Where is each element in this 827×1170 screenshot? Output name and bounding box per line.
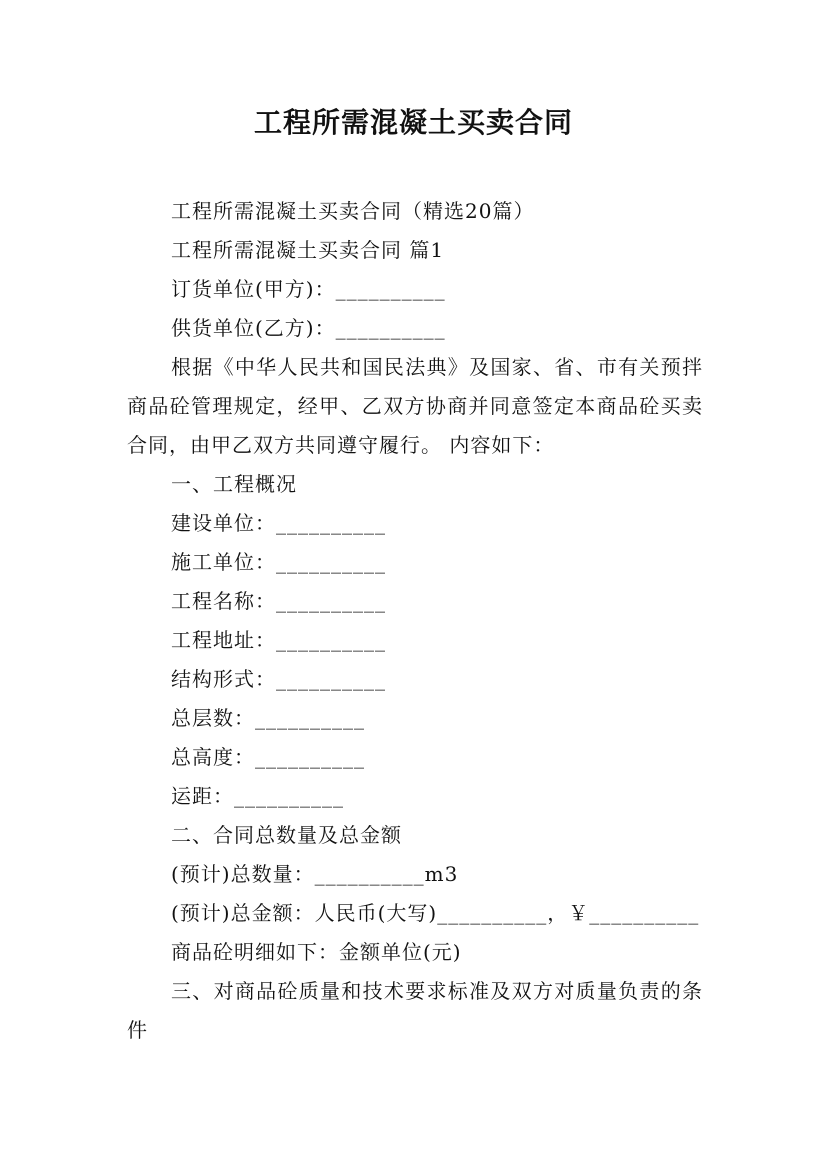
contractor-unit-field: 施工单位：__________ bbox=[171, 550, 386, 574]
project-name-field: 工程名称：__________ bbox=[171, 589, 386, 613]
clause-heading: 一、工程概况 bbox=[171, 472, 297, 496]
total-quantity-field: (预计)总数量：__________m3 bbox=[171, 862, 459, 886]
detail-note: 商品砼明细如下：金额单位(元) bbox=[171, 940, 462, 964]
construction-unit-field: 建设单位：__________ bbox=[171, 511, 386, 535]
total-amount-field: (预计)总金额：人民币(大写)__________，￥__________ bbox=[171, 901, 700, 925]
haul-distance-field: 运距：__________ bbox=[171, 784, 344, 808]
total-height-field: 总高度：__________ bbox=[171, 745, 365, 769]
clause-heading: 三、对商品砼质量和技术要求标准及双方对质量负责的条件 bbox=[127, 979, 703, 1042]
document-title: 工程所需混凝土买卖合同 bbox=[253, 106, 573, 139]
clause-heading: 二、合同总数量及总金额 bbox=[171, 823, 402, 847]
preamble-paragraph: 根据《中华人民共和国民法典》及国家、省、市有关预拌商品砼管理规定，经甲、乙双方协商并同意签定本商品砼买卖合同，由甲乙双方共同遵守履行。 内容如下： bbox=[127, 355, 703, 457]
document-body bbox=[127, 192, 703, 1050]
structure-type-field: 结构形式：__________ bbox=[171, 667, 386, 691]
project-address-field: 工程地址：__________ bbox=[171, 628, 386, 652]
buyer-field: 订货单位(甲方)：__________ bbox=[171, 277, 446, 301]
section-heading: 工程所需混凝土买卖合同 篇1 bbox=[171, 238, 445, 262]
subtitle-line: 工程所需混凝土买卖合同（精选20篇） bbox=[171, 199, 535, 223]
floor-count-field: 总层数：__________ bbox=[171, 706, 365, 730]
supplier-field: 供货单位(乙方)：__________ bbox=[171, 316, 446, 340]
